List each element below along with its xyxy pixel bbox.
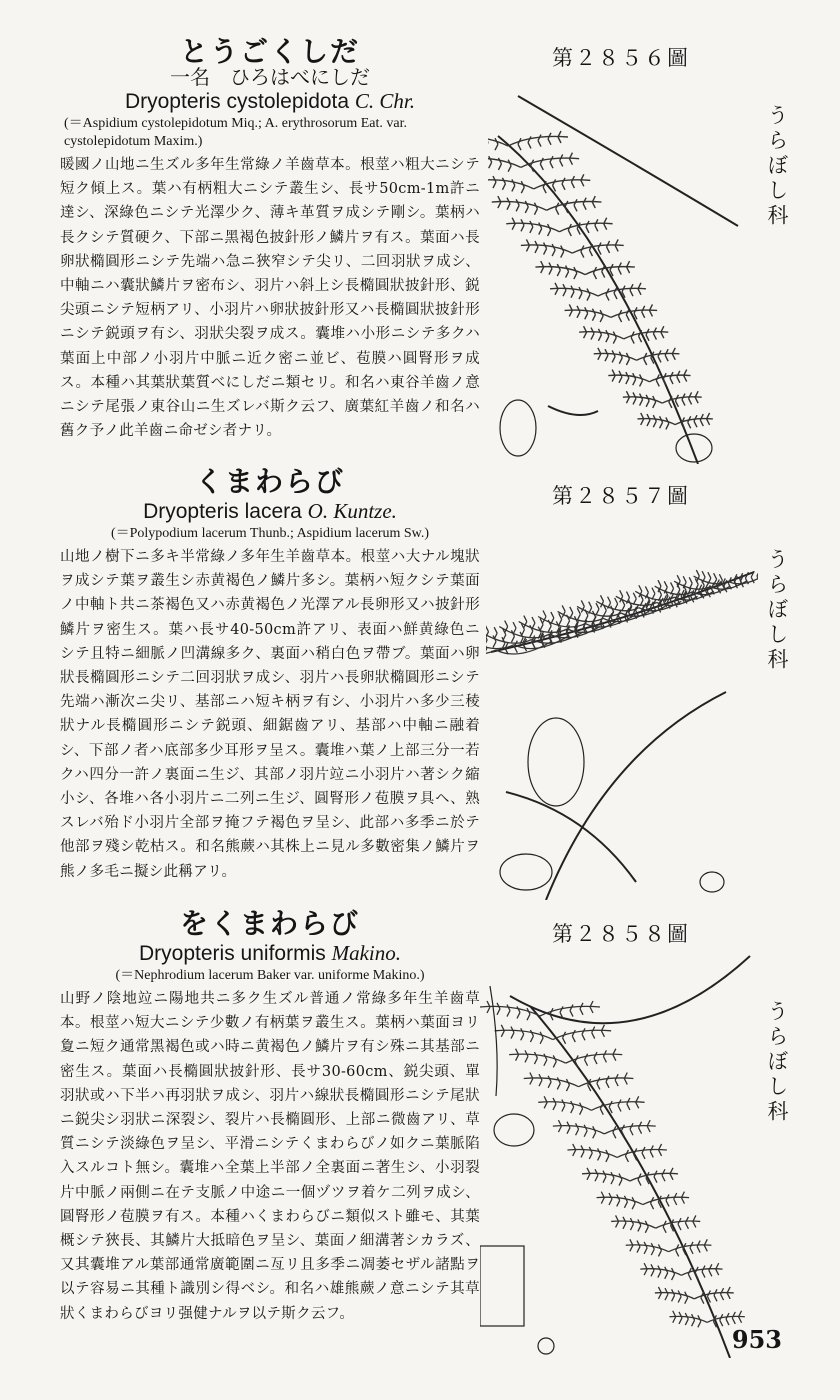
fern-frond-2856-icon <box>488 76 758 464</box>
entry-description: 暖國ノ山地ニ生ズル多年生常綠ノ羊齒草本。根莖ハ粗大ニシテ短ク傾上ス。葉ハ有柄粗大ニシテ叢生シ、長サ50cm-1m許ニ達シ、深綠色ニシテ光澤少ク、薄キ革質ヲ成シテ剛シ。葉柄ハ長クシテ質硬ク、下部ニ黑褐色披針形ノ鱗片ヲ有ス。葉面ハ長卵狀橢圓形ニシテ先端ハ急ニ狹窄シテ尖リ、二回羽狀ヲ成シ、中軸ニハ囊狀鱗片ヲ密布シ、羽片ハ斜上シ長橢圓狀披針形、鋭尖頭ニシテ短柄アリ、小羽片ハ卵狀披針形又ハ長橢圓狀披針形ニシテ鋭頭ヲ有シ、羽狀尖裂ヲ成ス。囊堆ハ小形ニシテ多クハ葉面上中部ノ小羽片中脈ニ近ク密ニ並ビ、苞膜ハ圓腎形ヲ成ス。本種ハ其葉狀葉質べにしだニ類セリ。和名ハ東谷羊齒ノ意ニシテ尾張ノ東谷山ニ生ズレバ斯ク云フ、廣葉紅羊齒ノ和名ハ舊ク予ノ此羊齒ニ命ゼシ者ナリ。 <box>60 157 480 440</box>
figure-label-2858: 第２８５８圖 <box>552 922 690 946</box>
entry-synonyms: (＝Aspidium cystolepidotum Miq.; A. erythrosorum Eat. var. cystolepidotum Maxim.) <box>64 116 407 149</box>
page-number: 953 <box>731 1325 782 1354</box>
entry-synonyms: (＝Nephrodium lacerum Baker var. uniforme Makino.) <box>115 968 425 983</box>
family-label-2856: うらぼし科 <box>765 104 789 229</box>
sci-author: O. Kuntze. <box>307 499 397 523</box>
entry-description: 山野ノ陰地竝ニ陽地共ニ多ク生ズル普通ノ常綠多年生羊齒草本。根莖ハ短大ニシテ少數ノ有柄葉ヲ叢生ス。葉柄ハ葉面ヨリ夐ニ短ク通常黑褐色或ハ時ニ黄褐色ノ鱗片ヲ有シ殊ニ其基部ニ密生ス。葉面ハ長橢圓狀披針形、長サ30-60cm、鋭尖頭、單羽狀或ハ下半ハ再羽狀ヲ成シ、羽片ハ線狀長橢圓形ニシテ尾狀ニ鋭尖シ羽狀ニ深裂シ、裂片ハ長橢圓形、上部ニ微齒アリ、草質ニシテ淡綠色ヲ呈シ、平滑ニシテくまわらびノ如クニ葉脈陷入スルコト無シ。囊堆ハ全葉上半部ノ全裏面ニ著生シ、小羽裂片中脈ノ兩側ニ在テ支脈ノ中途ニ一個ヅツヲ着ケ二列ヲ成シ、圓腎形ノ苞膜ヲ有ス。本種ハくまわらびニ類似スト雖モ、其葉概シテ狹長、其鱗片大抵暗色ヲ呈シ、葉面ノ細溝著シカラズ、又其囊堆アル葉部通常廣範圍ニ亙リ且多季ニ凋萎セザル諸點ヲ以テ容易ニ其種ト識別シ得ベシ。和名ハ雄熊蕨ノ意ニシテ其草狀くまわらびヨリ强健ナルヲ以テ斯ク云フ。 <box>60 991 480 1322</box>
entry-jp-title: くまわらび <box>194 465 345 498</box>
entry-jp-title: とうごくしだ <box>179 35 360 68</box>
entry-synonyms: (＝Polypodium lacerum Thunb.; Aspidium lacerum Sw.) <box>110 526 430 541</box>
figure-label-2857: 第２８５７圖 <box>552 484 690 508</box>
sci-genus-species: Dryopteris uniformis <box>139 942 326 965</box>
fern-frond-2858-icon <box>480 946 758 1358</box>
sci-genus-species: Dryopteris cystolepidota <box>124 90 350 113</box>
entry-scientific-name <box>60 940 480 967</box>
entry-wokumawarabi <box>60 908 480 1326</box>
sci-genus-species: Dryopteris lacera <box>143 500 302 523</box>
entry-alt-name: 一名 ひろはべにしだ <box>170 65 370 89</box>
sci-author: C. Chr. <box>354 89 416 113</box>
entry-tougokushida <box>60 36 480 443</box>
family-label-2858: うらぼし科 <box>765 1000 789 1125</box>
entry-scientific-name <box>60 498 480 525</box>
entry-jp-title: をくまわらび <box>179 907 360 940</box>
fern-frond-2857-icon <box>486 512 758 900</box>
sci-author: Makino. <box>331 941 401 965</box>
entry-scientific-name <box>60 88 480 115</box>
family-label-2857: うらぼし科 <box>765 548 789 673</box>
entry-description: 山地ノ樹下ニ多キ半常綠ノ多年生羊齒草本。根莖ハ大ナル塊狀ヲ成シテ葉ヲ叢生シ赤黄褐色ノ鱗片多シ。葉柄ハ短クシテ葉面ノ中軸ト共ニ茶褐色又ハ赤黄褐色ノ光澤アル長卵形又ハ披針形鱗片ヲ密生ス。葉ハ長サ40-50cm許アリ、表面ハ鮮黄綠色ニシテ且特ニ細脈ノ凹溝線多ク、裏面ハ稍白色ヲ帶ブ。葉面ハ卵狀長橢圓形ニシテ二回羽狀ヲ成シ、羽片ハ長卵狀橢圓形ニシテ先端ハ漸次ニ尖リ、基部ニハ短キ柄ヲ有シ、小羽片ハ多少三稜狀ナル長橢圓形ニシテ鋭頭、細鋸齒アリ、基部ハ中軸ニ融着シ、下部ノ者ハ底部多少耳形ヲ呈ス。囊堆ハ葉ノ上部三分一若クハ四分一許ノ裏面ニ生ジ、其部ノ羽片竝ニ小羽片ハ著シク縮小シ、各堆ハ各小羽片ニ二列ニ生ジ、圓腎形ノ苞膜ヲ具ヘ、熟スレバ殆ド小羽片全部ヲ掩フテ褐色ヲ呈シ、此部ハ多季ニ於テ他部ヲ殘シ乾枯ス。和名熊蕨ハ其株上ニ見ル多數密集ノ鱗片ヲ熊ノ多毛ニ擬シ此稱アリ。 <box>60 549 480 880</box>
entry-kumawarabi <box>60 466 480 884</box>
figure-label-2856: 第２８５６圖 <box>552 46 690 70</box>
